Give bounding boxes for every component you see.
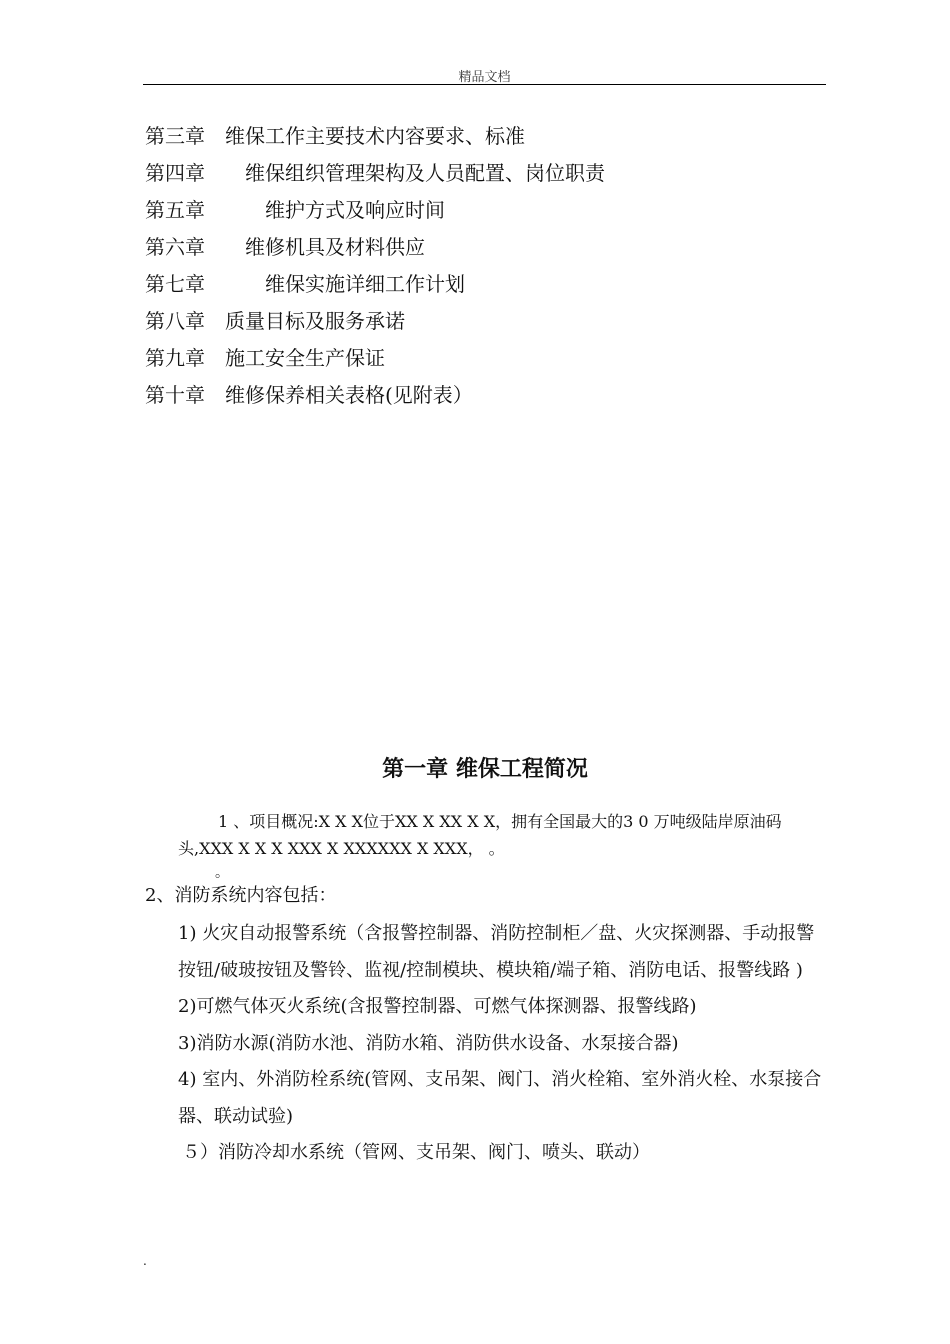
chapter-heading: 第一章 维保工程简况 [382,757,588,782]
toc-chapter-number: 第七章 [145,272,205,296]
toc-item[interactable] [145,231,605,268]
toc-chapter-title: 维保组织管理架构及人员配置、岗位职责 [225,161,605,185]
toc-chapter-title: 维修保养相关表格(见附表） [225,383,473,407]
toc-chapter-number: 第八章 [145,309,205,333]
table-of-contents [145,120,605,416]
list-item: 2)可燃气体灭火系统(含报警控制器、可燃气体探测器、报警线路) [178,996,697,1017]
toc-chapter-title: 维修机具及材料供应 [225,235,425,259]
toc-item[interactable] [145,379,605,416]
toc-chapter-number: 第四章 [145,161,205,185]
toc-chapter-number: 第六章 [145,235,205,259]
toc-item[interactable] [145,194,605,231]
page-header: 精品文档 [458,70,511,85]
toc-chapter-title: 维保实施详细工作计划 [225,272,465,296]
section-heading: 2、消防系统内容包括： [145,885,337,906]
page-footer: . [143,1254,147,1268]
list-item: 4) 室内、外消防栓系统(管网、支吊架、阀门、消火栓箱、室外消火栓、水泵接合器、联动试验) [178,1069,822,1127]
list-item: 1) 火灾自动报警系统（含报警控制器、消防控制柜／盘、火灾探测器、手动报警按钮/破玻按钮及警铃、监视/控制模块、模块箱/端子箱、消防电话、报警线路 ) [178,923,815,981]
toc-item[interactable] [145,342,605,379]
toc-item[interactable] [145,268,605,305]
toc-chapter-number: 第十章 [145,383,205,407]
list-item: 3)消防水源(消防水池、消防水箱、消防供水设备、水泵接合器) [178,1032,679,1054]
toc-item[interactable] [145,157,605,194]
toc-item[interactable] [145,120,605,157]
toc-item[interactable] [145,305,605,342]
overview-trailing-mark: 。 [215,865,229,881]
project-overview-text: 1 、项目概况:X X X位于XX X XX X X，拥有全国最大的3 0 万吨级陆岸原油码头,XXX X X X XXX X XXXXXX X XXX， 。 [178,812,782,858]
toc-chapter-title: 质量目标及服务承诺 [225,309,405,333]
toc-chapter-title: 施工安全生产保证 [225,346,385,370]
toc-chapter-title: 维保工作主要技术内容要求、标准 [225,124,525,148]
toc-chapter-number: 第五章 [145,198,205,222]
header-rule [143,84,826,85]
fire-system-list [178,916,828,1172]
project-overview-paragraph [178,808,828,862]
list-item: ５）消防冷却水系统（管网、支吊架、阀门、喷头、联动） [182,1142,650,1163]
toc-chapter-number: 第九章 [145,346,205,370]
toc-chapter-title: 维护方式及响应时间 [225,198,445,222]
toc-chapter-number: 第三章 [145,124,205,148]
